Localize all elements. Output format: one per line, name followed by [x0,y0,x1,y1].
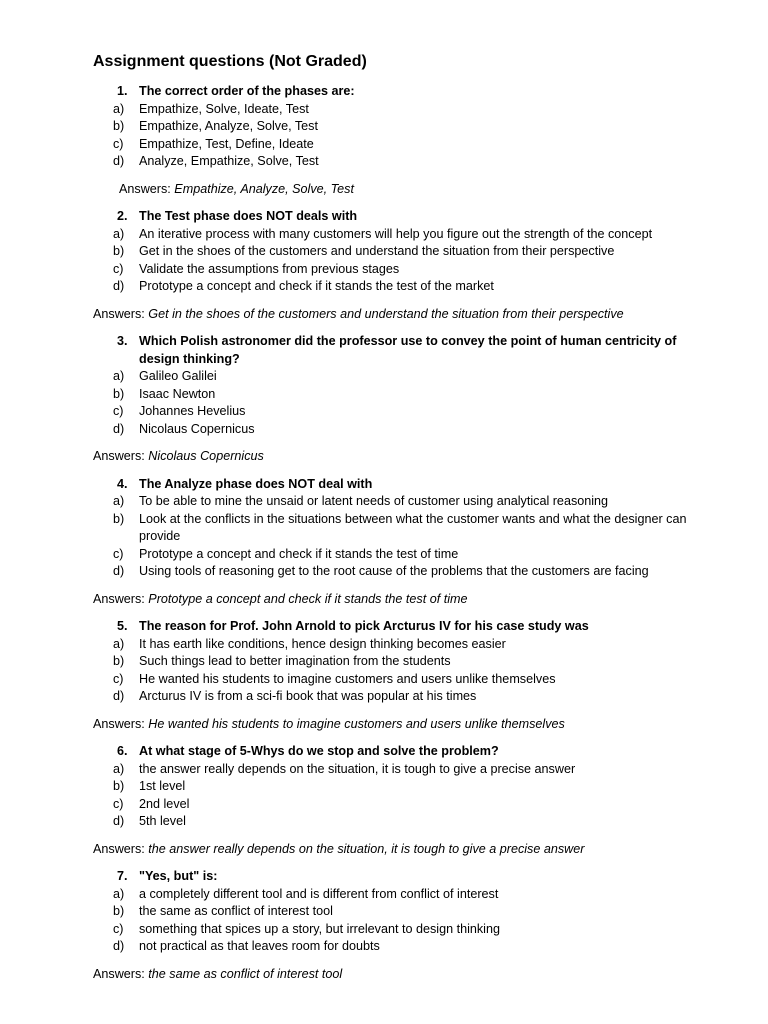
option-text: Empathize, Test, Define, Ideate [139,136,314,151]
answer-label: Answers: [93,841,145,856]
option-item [93,136,693,154]
option-item [93,118,693,136]
question-7 [93,868,693,983]
answer-value: the same as conflict of interest tool [148,966,343,981]
option-text: 2nd level [139,796,190,811]
option-item [93,101,693,119]
option-item [93,386,693,404]
answer-line [93,591,693,609]
answer-label: Answers: [93,591,145,606]
option-text: Using tools of reasoning get to the root cause of the problems that the customers are facing [139,564,649,578]
question-label: The reason for Prof. John Arnold to pick Arcturus IV for his case study was [139,619,589,633]
question-number: 4. [117,476,128,491]
answer-label: Answers: [93,966,145,981]
option-item [93,278,693,296]
option-text: Prototype a concept and check if it stands the test of time [139,546,459,561]
option-text: 5th level [139,814,186,828]
question-5 [93,618,693,733]
answer-label: Answers: [119,181,171,196]
question-text [93,333,693,368]
option-item [93,938,693,956]
option-letter: c) [113,136,124,151]
option-letter: d) [113,689,125,703]
option-item [93,226,693,244]
option-item [93,653,693,671]
option-letter: d) [113,421,125,436]
option-item [93,903,693,921]
answer-label: Answers: [93,306,145,321]
question-2 [93,208,693,323]
question-label: "Yes, but" is: [139,869,218,883]
answer-line [93,966,693,984]
option-letter: c) [113,671,124,686]
answer-value: the answer really depends on the situation, it is tough to give a precise answer [148,841,585,856]
document-page [93,52,693,993]
option-item [93,261,693,279]
option-letter: c) [113,546,124,561]
answer-line [93,181,693,199]
option-text: Analyze, Empathize, Solve, Test [139,154,319,168]
option-text: Get in the shoes of the customers and understand the situation from their perspective [139,244,615,258]
option-letter: c) [113,796,124,811]
option-letter: d) [113,814,125,828]
option-item [93,563,693,581]
option-letter: b) [113,654,125,668]
question-number: 2. [117,209,128,223]
option-letter: b) [113,904,125,918]
option-letter: c) [113,921,124,936]
option-text: Arcturus IV is from a sci-fi book that was popular at his times [139,689,477,703]
option-text: Galileo Galilei [139,369,217,383]
option-item [93,688,693,706]
option-item [93,403,693,421]
question-list [93,83,693,983]
option-letter: d) [113,939,125,953]
question-6 [93,743,693,858]
option-letter: a) [113,886,125,901]
option-item [93,778,693,796]
question-3 [93,333,693,466]
option-item [93,421,693,439]
option-text: Isaac Newton [139,386,216,401]
option-text: An iterative process with many customers will help you figure out the strength of the concept [139,226,653,241]
answer-line [93,448,693,466]
question-text [93,476,693,494]
question-label: The correct order of the phases are: [139,84,355,98]
question-number: 7. [117,869,128,883]
option-item [93,761,693,779]
option-letter: b) [113,511,125,526]
answer-label: Answers: [93,716,145,731]
option-letter: a) [113,636,125,651]
option-letter: a) [113,494,125,508]
option-text: something that spices up a story, but irrelevant to design thinking [139,921,500,936]
question-text [93,868,693,886]
answer-value: Get in the shoes of the customers and understand the situation from their perspective [148,306,624,321]
option-text: a completely different tool and is different from conflict of interest [139,886,499,901]
option-item [93,511,693,546]
question-number: 5. [117,619,128,633]
option-text: the answer really depends on the situation, it is tough to give a precise answer [139,761,576,776]
option-letter: a) [113,761,125,776]
document-title: Assignment questions (Not Graded) [93,53,367,70]
option-item [93,493,693,511]
option-letter: c) [113,404,124,418]
option-item [93,153,693,171]
option-item [93,671,693,689]
question-text [93,618,693,636]
option-text: Empathize, Solve, Ideate, Test [139,101,309,116]
option-text: Look at the conflicts in the situations between what the customer wants and what the designer can provide [139,511,687,543]
option-text: Validate the assumptions from previous stages [139,261,400,276]
answer-label: Answers: [93,449,145,463]
option-letter: b) [113,779,125,793]
answer-value: He wanted his students to imagine customers and users unlike themselves [148,716,565,731]
question-text [93,208,693,226]
option-letter: d) [113,564,125,578]
question-label: The Test phase does NOT deals with [139,209,358,223]
answer-value: Prototype a concept and check if it stands the test of time [148,591,468,606]
option-text: 1st level [139,779,186,793]
option-text: He wanted his students to imagine customers and users unlike themselves [139,671,556,686]
question-number: 6. [117,744,128,758]
option-letter: a) [113,369,125,383]
question-text [93,743,693,761]
option-text: To be able to mine the unsaid or latent needs of customer using analytical reasoning [139,494,609,508]
question-4 [93,476,693,609]
option-letter: b) [113,119,125,133]
option-letter: a) [113,101,125,116]
answer-line [93,306,693,324]
option-text: not practical as that leaves room for doubts [139,939,380,953]
option-letter: b) [113,244,125,258]
option-item [93,921,693,939]
option-item [93,813,693,831]
question-text [93,83,693,101]
option-letter: d) [113,154,125,168]
option-item [93,243,693,261]
option-item [93,796,693,814]
answer-value: Empathize, Analyze, Solve, Test [174,181,354,196]
question-number: 1. [117,84,128,98]
question-number: 3. [117,334,128,348]
option-item [93,546,693,564]
option-letter: c) [113,261,124,276]
option-letter: b) [113,386,125,401]
option-text: Nicolaus Copernicus [139,421,255,436]
question-label: The Analyze phase does NOT deal with [139,476,373,491]
option-text: the same as conflict of interest tool [139,904,333,918]
option-text: Johannes Hevelius [139,404,246,418]
option-text: Such things lead to better imagination from the students [139,654,451,668]
answer-line [93,716,693,734]
option-letter: a) [113,226,125,241]
question-label: Which Polish astronomer did the professor use to convey the point of human centricity of design thinking? [139,334,677,366]
option-text: Prototype a concept and check if it stands the test of the market [139,279,494,293]
answer-line [93,841,693,859]
option-item [93,636,693,654]
question-label: At what stage of 5-Whys do we stop and solve the problem? [139,744,499,758]
option-letter: d) [113,279,125,293]
option-text: Empathize, Analyze, Solve, Test [139,119,318,133]
option-item [93,368,693,386]
answer-value: Nicolaus Copernicus [148,449,264,463]
question-1 [93,83,693,198]
option-text: It has earth like conditions, hence design thinking becomes easier [139,636,506,651]
option-item [93,886,693,904]
